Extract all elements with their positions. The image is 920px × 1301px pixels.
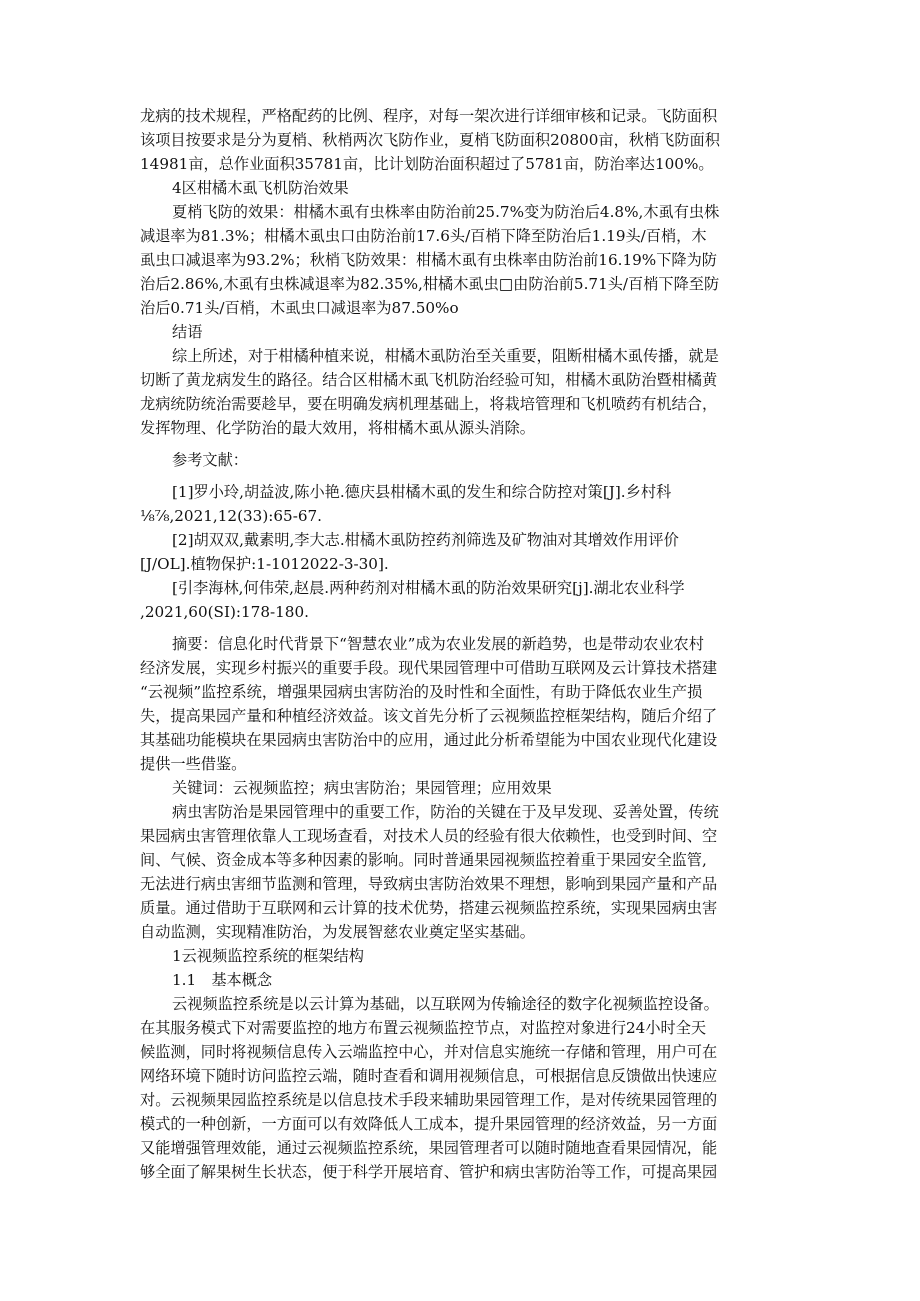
abstract-line: 摘要：信息化时代背景下“智慧农业”成为农业发展的新趋势，也是带动农业农村: [172, 635, 704, 653]
text-line: 减退率为81.3%；柑橘木虱虫口由防治前17.6头/百梢下降至防治后1.19头/百梢，木: [140, 227, 707, 245]
text-line: 该项目按要求是分为夏梢、秋梢两次飞防作业，夏梢飞防面积20800亩，秋梢飞防面积: [140, 131, 720, 149]
abstract-line: 提供一些借鉴。: [140, 755, 247, 773]
text-line: 发挥物理、化学防治的最大效用，将柑橘木虱从源头消除。: [140, 419, 535, 437]
section-heading: 4区柑橘木虱飞机防治效果: [172, 179, 349, 197]
text-line: 质量。通过借助于互联网和云计算的技术优势，搭建云视频监控系统，实现果园病虫害: [140, 899, 718, 917]
abstract-line: 其基础功能模块在果园病虫害防治中的应用，通过此分析希望能为中国农业现代化建设: [140, 731, 718, 749]
text-line: 虱虫口减退率为93.2%；秋梢飞防效果：柑橘木虱有虫株率由防治前16.19%下降为防: [140, 251, 717, 269]
abstract-line: 失，提高果园产量和种植经济效益。该文首先分析了云视频监控框架结构，随后介绍了: [140, 707, 718, 725]
reference-item: [2]胡双双,戴素明,李大志.柑橘木虱防控药剂筛选及矿物油对其增效作用评价: [172, 531, 679, 549]
text-line: 模式的一种创新，一方面可以有效降低人工成本，提升果园管理的经济效益，另一方面: [140, 1115, 718, 1133]
reference-item: ⅛⅞,2021,12(33):65-67.: [140, 507, 322, 525]
text-line: 又能增强管理效能，通过云视频监控系统，果园管理者可以随时随地查看果园情况，能: [140, 1139, 718, 1157]
reference-item: [引李海林,何伟荣,赵晨.两种药剂对柑橘木虱的防治效果研究[j].湖北农业科学: [172, 579, 685, 597]
text-line: 间、气候、资金成本等多种因素的影响。同时普通果园视频监控着重于果园安全监管,: [140, 851, 707, 869]
text-line: 云视频监控系统是以云计算为基础，以互联网为传输途径的数字化视频监控设备。: [172, 995, 719, 1013]
keywords-line: 关键词：云视频监控；病虫害防治；果园管理；应用效果: [172, 779, 552, 797]
section-heading: 1.1 基本概念: [172, 971, 273, 989]
text-line: 候监测，同时将视频信息传入云端监控中心，并对信息实施统一存储和管理，用户可在: [140, 1043, 718, 1061]
text-line: 综上所述，对于柑橘种植来说，柑橘木虱防治至关重要，阻断柑橘木虱传播，就是: [172, 347, 719, 365]
text-line: 果园病虫害管理依靠人工现场查看，对技术人员的经验有很大依赖性，也受到时间、空: [140, 827, 718, 845]
text-line: 病虫害防治是果园管理中的重要工作，防治的关键在于及早发现、妥善处置，传统: [172, 803, 719, 821]
section-heading: 参考文献：: [172, 451, 248, 469]
text-line: 自动监测，实现精准防治，为发展智慈农业奠定坚实基础。: [140, 923, 535, 941]
text-line: 在其服务模式下对需要监控的地方布置云视频监控节点，对监控对象进行24小时全天: [140, 1019, 707, 1037]
text-line: 龙病统防统治需要趁早，要在明确发病机理基础上，将栽培管理和飞机喷药有机结合，: [140, 395, 718, 413]
abstract-line: 经济发展，实现乡村振兴的重要手段。现代果园管理中可借助互联网及云计算技术搭建: [140, 659, 718, 677]
text-line: 够全面了解果树生长状态，便于科学开展培育、管护和病虫害防治等工作，可提高果园: [140, 1163, 718, 1181]
text-line: 切断了黄龙病发生的路径。结合区柑橘木虱飞机防治经验可知，柑橘木虱防治暨柑橘黄: [140, 371, 718, 389]
text-line: 对。云视频果园监控系统是以信息技术手段来辅助果园管理工作，是对传统果园管理的: [140, 1091, 718, 1109]
section-heading: 1云视频监控系统的框架结构: [172, 947, 364, 965]
text-line: 治后2.86%,木虱有虫株减退率为82.35%,柑橘木虱虫□由防治前5.71头/百梢下降至防: [140, 275, 720, 293]
text-line: 夏梢飞防的效果：柑橘木虱有虫株率由防治前25.7%变为防治后4.8%,木虱有虫株: [172, 203, 720, 221]
reference-item: [1]罗小玲,胡益波,陈小艳.德庆县柑橘木虱的发生和综合防控对策[J].乡村科: [172, 483, 672, 501]
text-line: 治后0.71头/百梢，木虱虫口减退率为87.50%o: [140, 299, 459, 317]
text-line: 无法进行病虫害细节监测和管理，导致病虫害防治效果不理想，影响到果园产量和产品: [140, 875, 718, 893]
abstract-line: “云视频”监控系统，增强果园病虫害防治的及时性和全面性，有助于降低农业生产损: [140, 683, 703, 701]
text-line: 14981亩，总作业面积35781亩，比计划防治面积超过了5781亩，防治率达100%。: [140, 155, 714, 173]
reference-item: [J/OL].植物保护:1-1012022-3-30].: [140, 555, 389, 573]
text-line: 网络环境下随时访问监控云端，随时查看和调用视频信息，可根据信息反馈做出快速应: [140, 1067, 718, 1085]
reference-item: ,2021,60(SI):178-180.: [140, 603, 309, 621]
section-heading: 结语: [172, 323, 203, 341]
text-line: 龙病的技术规程，严格配药的比例、程序，对每一架次进行详细审核和记录。飞防面积: [140, 107, 718, 125]
